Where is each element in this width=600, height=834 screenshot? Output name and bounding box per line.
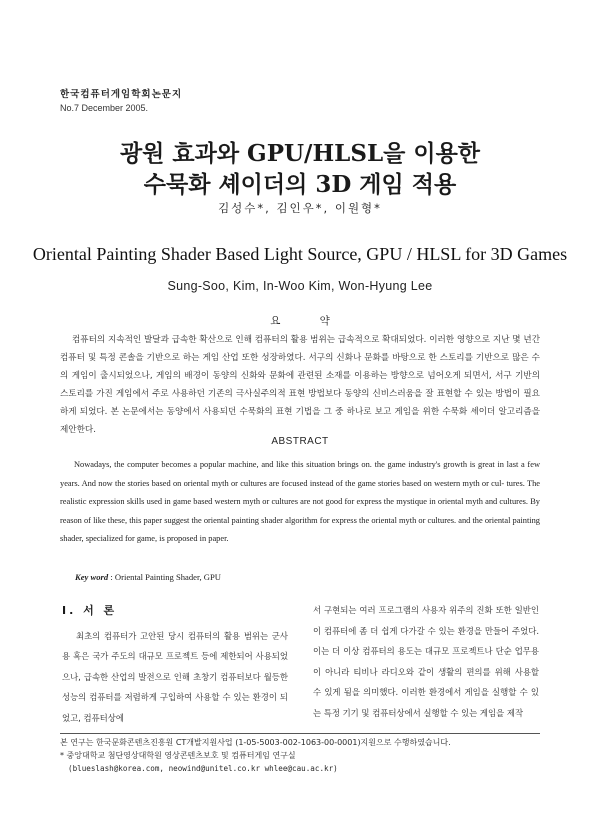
korean-title — [0, 138, 600, 200]
korean-abstract-heading: 요 약 — [270, 315, 348, 327]
journal-header — [60, 86, 182, 113]
keywords-label: Key word — [75, 572, 109, 582]
keywords-line — [75, 572, 221, 582]
footnote-divider — [60, 733, 540, 734]
body-right-column — [313, 600, 539, 724]
english-title: Oriental Painting Shader Based Light Source, GPU / HLSL for 3D Games — [32, 244, 568, 264]
english-abstract: Nowadays, the computer becomes a popular machine, and like this situation brings on. the game industry's growth is great in last a few years. And now the stories based on oriental myth or cultures are focused instead of the game stories based on western myth or cul- tures. The realistic expression skills used in game based western myth or cultures are not good for express the mystique in oriental myth and cultures. By reason of like these, this paper suggest the oriental painting shader algorithm for express the oriental myth or cultures. and the oriental painting shader, specialized for game, is proposed in paper. — [60, 460, 540, 543]
footnote-affiliation: * 중앙대학교 첨단영상대학원 영상콘텐츠보호 및 컴퓨터게임 연구실 — [60, 751, 296, 760]
footnotes — [60, 736, 540, 775]
journal-name: 한국컴퓨터게임학회논문지 — [60, 89, 183, 100]
footnote-emails: (blueslash@korea.com, neowind@unitel.co.kr whlee@cau.ac.kr) — [68, 764, 338, 773]
korean-abstract: 컴퓨터의 지속적인 발달과 급속한 확산으로 인해 컴퓨터의 활용 범위는 급속적으로 확대되었다. 이러한 영향으로 지난 몇 년간 컴퓨터 및 특정 콘솔을 기반으로 하는 게임 산업 또한 성장하였다. 서구의 신화나 문화를 바탕으로 한 스토리를 기반으로 많은 수의 게임이 출시되었으나, 게임의 배경이 동양의 신화와 문화에 관련된 소재를 이용하는 방향으로 넘어오게 되면서, 서구 기반의 스토리를 가진 게임에서 주로 사용하던 기존의 극사실주의적 표현 방법보다 동양의 신비스러움을 잘 표현할 수 있는 방법이 필요하게 되었다. 본 논문에서는 동양에서 사용되던 수묵화의 표현 기법을 그 중 하나로 보고 게임을 위한 수묵화 셰이더 알고리즘을 제안한다. — [60, 335, 540, 435]
english-abstract-heading: ABSTRACT — [271, 436, 329, 447]
footnote-funding: 본 연구는 한국문화콘텐츠진흥원 CT개발지원사업 (1-05-5003-002-1063-00-0001)지원으로 수행하였습니다. — [60, 738, 451, 747]
introduction-paragraph-left: 최초의 컴퓨터가 고안된 당시 컴퓨터의 활용 범위는 군사용 혹은 국가 주도의 대규모 프로젝트 등에 제한되어 사용되었으나, 급속한 산업의 발전으로 인해 초창기 컴퓨터보다 월등한 성능의 컴퓨터를 저렴하게 구입하여 사용할 수 있는 환경이 되었고, 컴퓨터상에 — [62, 630, 288, 723]
english-authors: Sung-Soo, Kim, In-Woo Kim, Won-Hyung Lee — [167, 279, 433, 293]
section-heading-introduction: Ⅰ. 서 론 — [62, 604, 118, 617]
korean-authors: 김성수*, 김인우*, 이원형* — [218, 201, 382, 215]
introduction-paragraph-right: 서 구현되는 여러 프로그램의 사용자 위주의 진화 또한 일반인이 컴퓨터에 좀 더 쉽게 다가갈 수 있는 환경을 만들어 주었다. 이는 더 이상 컴퓨터의 용도는 대규모 프로젝트나 단순 업무용이 아니라 티비나 라디오와 같이 생활의 편의를 위해 사용할 수 있게 됨을 의미했다. 이러한 환경에서 게임을 실행할 수 있는 특정 기기 및 컴퓨터상에서 실행할 수 있는 게임을 제작 — [313, 605, 539, 718]
korean-title-line-1: 광원 효과와 GPU/HLSL을 이용한 — [119, 140, 481, 167]
journal-issue: No.7 December 2005. — [60, 103, 149, 113]
body-left-column — [62, 601, 288, 729]
keywords-value: : Oriental Painting Shader, GPU — [110, 572, 221, 582]
korean-title-line-2: 수묵화 셰이더의 3D 게임 적용 — [143, 171, 457, 198]
